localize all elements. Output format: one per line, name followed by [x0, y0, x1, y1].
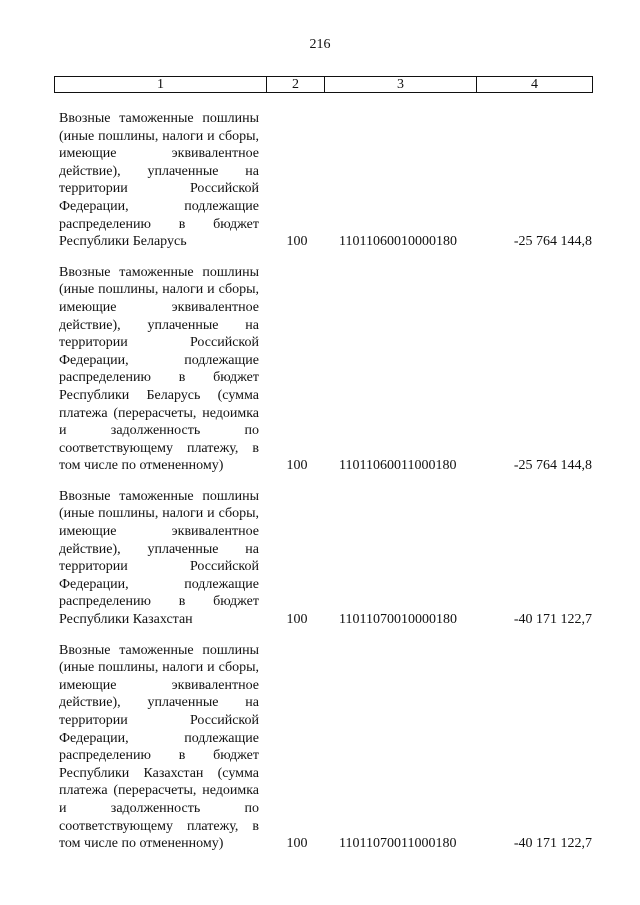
row-description: Ввозные таможенные пошлины (иные пошлины, налоги и сборы, имеющие эквивалентное действие), уплаченные на территории Российской Федерации, подлежащие распределению в бюджет Республики Казахстан (сумма платежа (перерасчеты, недоимка и задолженность по соответствующему платежу, в том числе по отмененному)	[59, 642, 259, 852]
row-amount: -25 764 144,8	[513, 234, 592, 250]
column-header-3: 3	[325, 77, 477, 93]
row-kbk-code: 11011070010000180	[339, 612, 457, 628]
table-row	[0, 488, 640, 629]
column-header-1: 1	[55, 77, 267, 93]
row-description: Ввозные таможенные пошлины (иные пошлины, налоги и сборы, имеющие эквивалентное действие), уплаченные на территории Российской Федерации, подлежащие распределению в бюджет Республики Беларусь	[59, 111, 259, 250]
row-amount: -25 764 144,8	[513, 458, 592, 474]
table-row	[0, 642, 640, 853]
row-admin-code: 100	[286, 836, 308, 852]
page-number: 216	[309, 37, 331, 52]
column-header-4: 4	[477, 77, 593, 93]
table-row	[0, 264, 640, 475]
budget-rows	[0, 110, 640, 866]
row-admin-code: 100	[286, 458, 308, 474]
row-description: Ввозные таможенные пошлины (иные пошлины, налоги и сборы, имеющие эквивалентное действие), уплаченные на территории Российской Федерации, подлежащие распределению в бюджет Республики Беларусь (сумма платежа (перерасчеты, недоимка и задолженность по соответствующему платежу, в том числе по отмененному)	[59, 264, 259, 474]
row-amount: -40 171 122,7	[513, 612, 592, 628]
row-description: Ввозные таможенные пошлины (иные пошлины, налоги и сборы, имеющие эквивалентное действие), уплаченные на территории Российской Федерации, подлежащие распределению в бюджет Республики Казахстан	[59, 488, 259, 628]
row-admin-code: 100	[286, 612, 308, 628]
row-admin-code: 100	[286, 234, 308, 250]
table-row	[0, 110, 640, 251]
column-header-2: 2	[267, 77, 325, 93]
row-kbk-code: 11011060011000180	[339, 458, 457, 474]
row-kbk-code: 11011060010000180	[339, 234, 457, 250]
column-header-row	[55, 77, 593, 93]
column-header-table	[54, 76, 593, 93]
row-amount: -40 171 122,7	[513, 836, 592, 852]
row-kbk-code: 11011070011000180	[339, 836, 457, 852]
